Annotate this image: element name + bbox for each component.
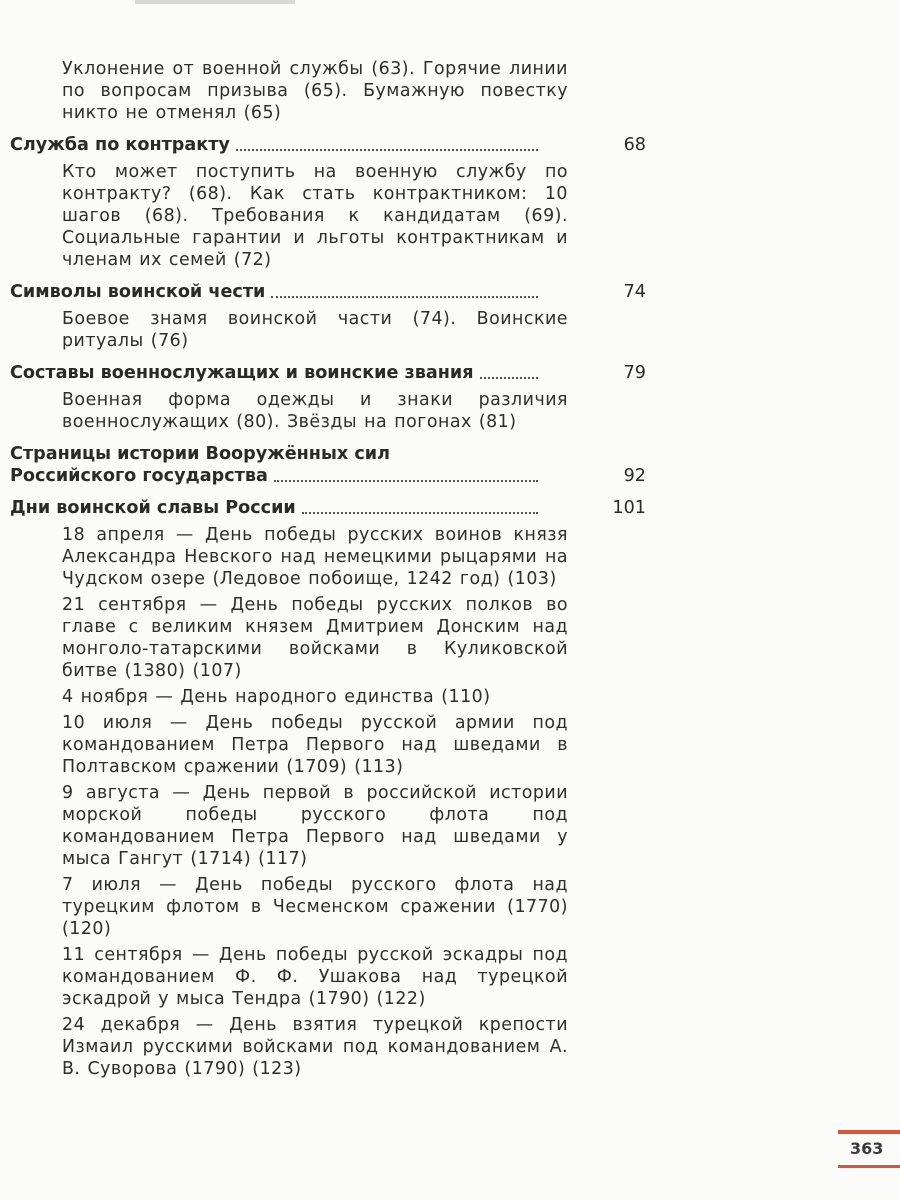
toc-subentry: 7 июля — День победы русского флота над турецким флотом в Чесменском сражении (1770) (120) (62, 875, 568, 939)
toc-entry[interactable] (10, 443, 646, 487)
toc-entry-page: 74 (623, 282, 646, 302)
toc-subentries (62, 58, 568, 124)
dot-leader (271, 296, 538, 298)
toc-subentry: 21 сентября — День победы русских полков во главе с великим князем Дмитрием Донским над монголо-татарскими войсками в Куликовской битве (1380) (107) (62, 595, 568, 681)
toc-entry-page: 68 (623, 135, 646, 155)
toc-entry-title: Служба по контракту (10, 135, 230, 155)
toc-entry[interactable] (10, 362, 646, 384)
dot-leader (302, 512, 538, 514)
toc-subentry: Уклонение от военной службы (63). Горячие линии по вопросам призыва (65). Бумажную повестку никто не отменял (65) (62, 59, 568, 123)
toc-subentry: 4 ноября — День народного единства (110) (62, 687, 491, 707)
toc-entry[interactable] (10, 134, 646, 156)
table-of-contents (10, 58, 646, 1084)
toc-subentry: 18 апреля — День победы русских воинов князя Александра Невского над немецкими рыцарями на Чудском озере (Ледовое побоище, 1242 год) (103) (62, 525, 568, 589)
top-edge-strip (135, 0, 295, 4)
toc-entry-title: Дни воинской славы России (10, 498, 296, 518)
toc-subentry: Боевое знамя воинской части (74). Воинские ритуалы (76) (62, 309, 568, 351)
dot-leader (236, 149, 538, 151)
toc-entry[interactable] (10, 281, 646, 303)
toc-subentry: Кто может поступить на военную службу по контракту? (68). Как стать контрактником: 10 шагов (68). Требования к кандидатам (69). Социальные гарантии и льготы контрактникам и членам их семей (72) (62, 162, 568, 270)
dot-leader (274, 480, 538, 482)
toc-subentry: 10 июля — День победы русской армии под командованием Петра Первого над шведами в Полтавском сражении (1709) (113) (62, 713, 568, 777)
toc-entry-page: 79 (623, 363, 646, 383)
toc-subentry: 24 декабря — День взятия турецкой крепости Измаил русскими войсками под командованием А. В. Суворова (1790) (123) (62, 1015, 568, 1079)
toc-entry-title: Символы воинской чести (10, 282, 266, 302)
toc-subentries (62, 308, 568, 352)
toc-entry-page: 101 (612, 498, 646, 518)
toc-subentry: 9 августа — День первой в российской истории морской победы русского флота под командованием Петра Первого над шведами у мыса Гангут (1714) (117) (62, 783, 568, 869)
toc-entry-title-line1: Страницы истории Вооружённых сил (10, 444, 390, 464)
toc-subentries (62, 389, 568, 433)
toc-subentries (62, 524, 568, 1080)
toc-subentry: Военная форма одежды и знаки различия военнослужащих (80). Звёзды на погонах (81) (62, 390, 568, 432)
toc-subentries (62, 161, 568, 271)
toc-entry[interactable] (10, 497, 646, 519)
toc-subentry: 11 сентября — День победы русской эскадры под командованием Ф. Ф. Ушакова над турецкой эскадрой у мыса Тендра (1790) (122) (62, 945, 568, 1009)
toc-entry-page: 92 (623, 466, 646, 486)
toc-entry-title: Российского государства (10, 466, 268, 486)
toc-entry-title: Составы военнослужащих и воинские звания (10, 363, 474, 383)
page-number: 363 (838, 1130, 900, 1164)
dot-leader (480, 377, 538, 379)
